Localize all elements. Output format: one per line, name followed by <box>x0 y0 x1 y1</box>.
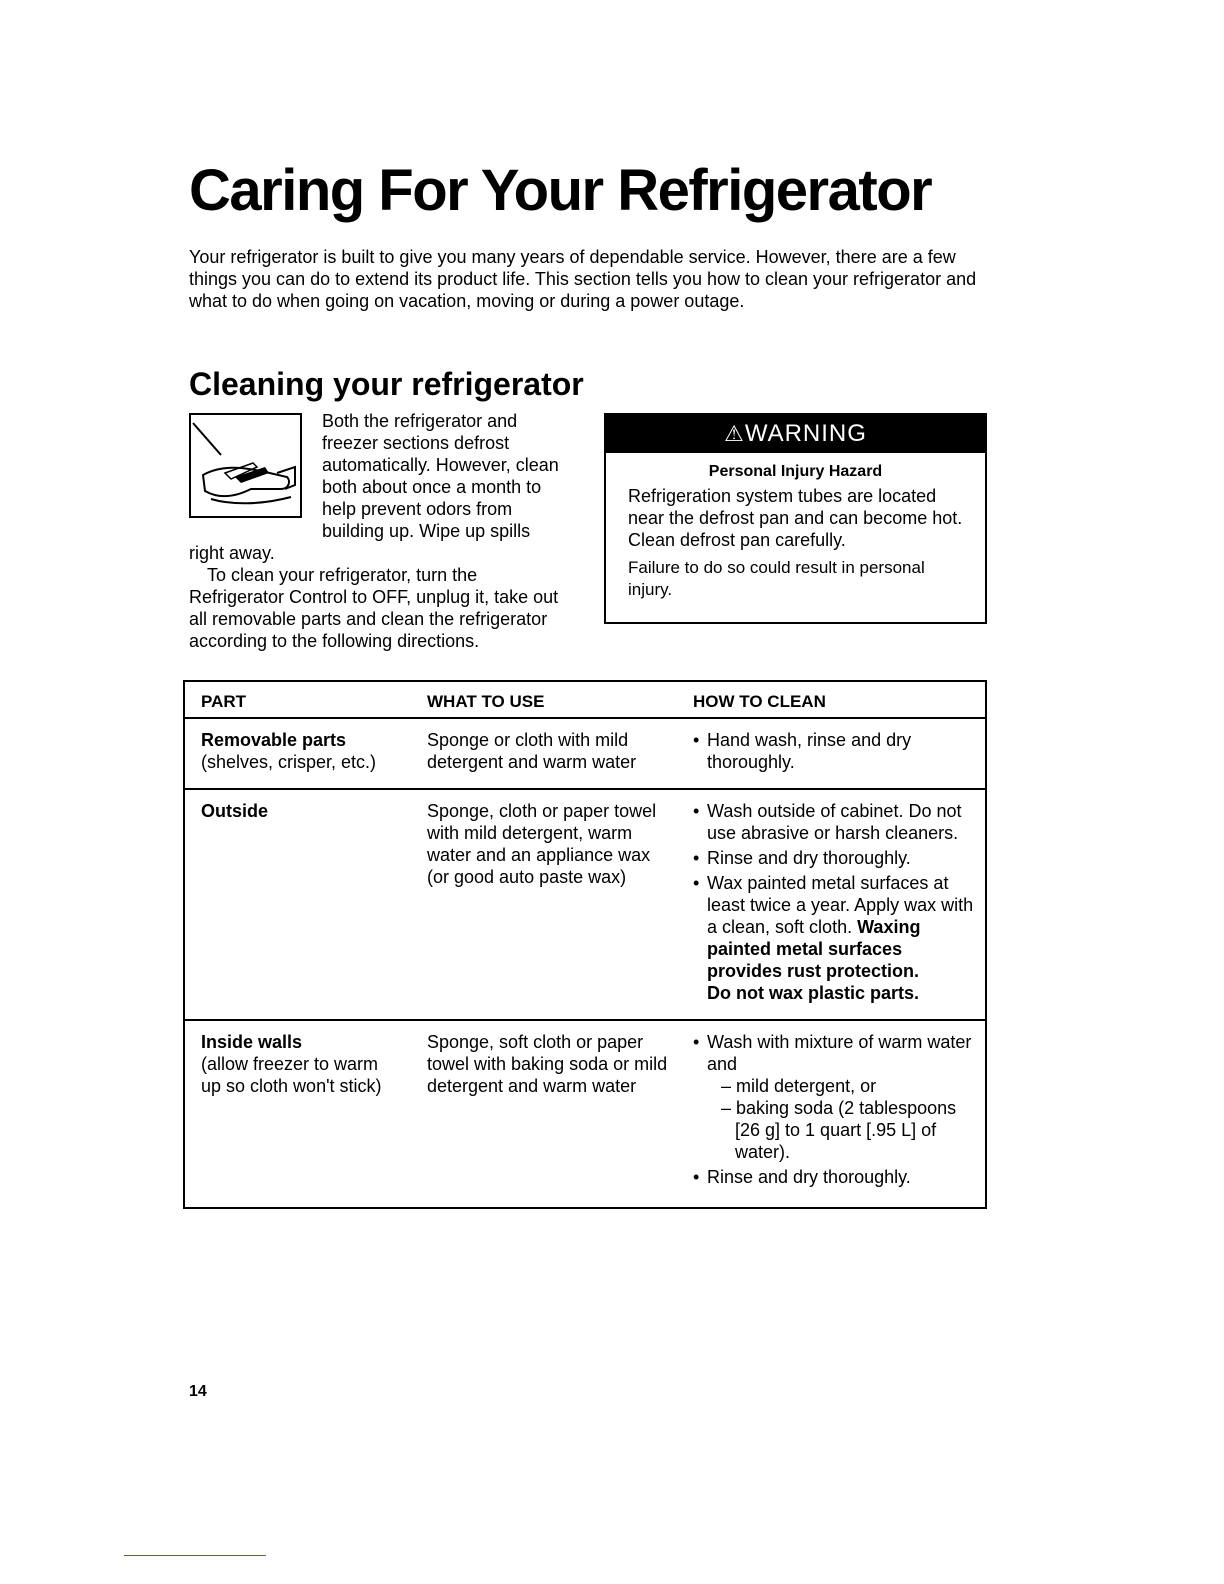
step-item: • Hand wash, rinse and dry thoroughly. <box>693 729 977 773</box>
step-item: • Rinse and dry thoroughly. <box>693 1166 977 1188</box>
warning-triangle-icon: ⚠ <box>724 421 745 446</box>
table-row <box>184 789 986 1020</box>
step-emphasis: Waxing painted metal surfaces provides rust protection. <box>707 917 921 981</box>
clean-cell <box>677 1020 986 1208</box>
footer-rule <box>124 1555 266 1556</box>
warning-header <box>606 415 985 453</box>
clean-cell <box>677 718 986 789</box>
hand-wiping-icon <box>189 413 302 518</box>
warning-body: Refrigeration system tubes are located near the defrost pan and can become hot. Clean defrost pan carefully. <box>628 486 963 550</box>
table-row <box>184 718 986 789</box>
sub-step-item: – baking soda (2 tablespoons [26 g] to 1 quart [.95 L] of water). <box>721 1098 957 1162</box>
part-cell <box>184 1020 411 1208</box>
cleaning-intro <box>189 410 569 652</box>
step-text: Wax painted metal surfaces at least twice a year. Apply wax with a clean, soft cloth. <box>707 873 974 937</box>
part-name: Removable parts <box>201 730 347 750</box>
part-name: Outside <box>201 801 269 821</box>
header-what-to-use: WHAT TO USE <box>411 681 677 718</box>
warning-subtitle: Personal Injury Hazard <box>708 463 883 480</box>
part-name: Inside walls <box>201 1032 303 1052</box>
header-how-to-clean: HOW TO CLEAN <box>677 681 986 718</box>
step-warning: Do not wax plastic parts. <box>707 983 920 1003</box>
warning-box <box>604 413 987 624</box>
step-item <box>693 872 977 1004</box>
defrost-paragraph: Both the refrigerator and freezer sections defrost automatically. However, clean both about once a month to help prevent odors from building up. Wipe up spills right away. <box>189 411 559 563</box>
use-cell: Sponge, soft cloth or paper towel with baking soda or mild detergent and warm water <box>427 1032 668 1096</box>
part-note: (shelves, crisper, etc.) <box>201 752 377 772</box>
cleaning-table <box>183 680 987 1209</box>
clean-instructions-paragraph: To clean your refrigerator, turn the Refrigerator Control to OFF, unplug it, take out all removable parts and clean the refrigerator according to the following directions. <box>189 565 559 651</box>
step-text: Wash with mixture of warm water and <box>707 1032 972 1074</box>
part-cell <box>184 718 411 789</box>
table-header-row <box>184 681 986 718</box>
header-part: PART <box>184 681 411 718</box>
clean-cell <box>677 789 986 1020</box>
step-item: • Wash outside of cabinet. Do not use abrasive or harsh cleaners. <box>693 800 977 844</box>
part-note: (allow freezer to warm up so cloth won't stick) <box>201 1054 382 1096</box>
table-row <box>184 1020 986 1208</box>
sub-step-item: – mild detergent, or <box>721 1076 877 1096</box>
use-cell: Sponge or cloth with mild detergent and warm water <box>411 718 677 789</box>
part-cell <box>184 789 411 1020</box>
warning-label: WARNING <box>744 420 867 447</box>
intro-paragraph: Your refrigerator is built to give you many years of dependable service. However, there are a few things you can do to extend its product life. This section tells you how to clean your refrigerator and what to do when going on vacation, moving or during a power outage. <box>189 247 977 311</box>
use-cell: Sponge, cloth or paper towel with mild detergent, warm water and an appliance wax (or good auto paste wax) <box>411 789 677 1020</box>
step-item: • Rinse and dry thoroughly. <box>693 847 977 869</box>
step-item <box>693 1031 977 1163</box>
section-title: Cleaning your refrigerator <box>189 366 584 402</box>
page-title: Caring For Your Refrigerator <box>189 158 932 223</box>
warning-consequence: Failure to do so could result in personal injury. <box>628 558 925 599</box>
page-number: 14 <box>189 1383 207 1400</box>
